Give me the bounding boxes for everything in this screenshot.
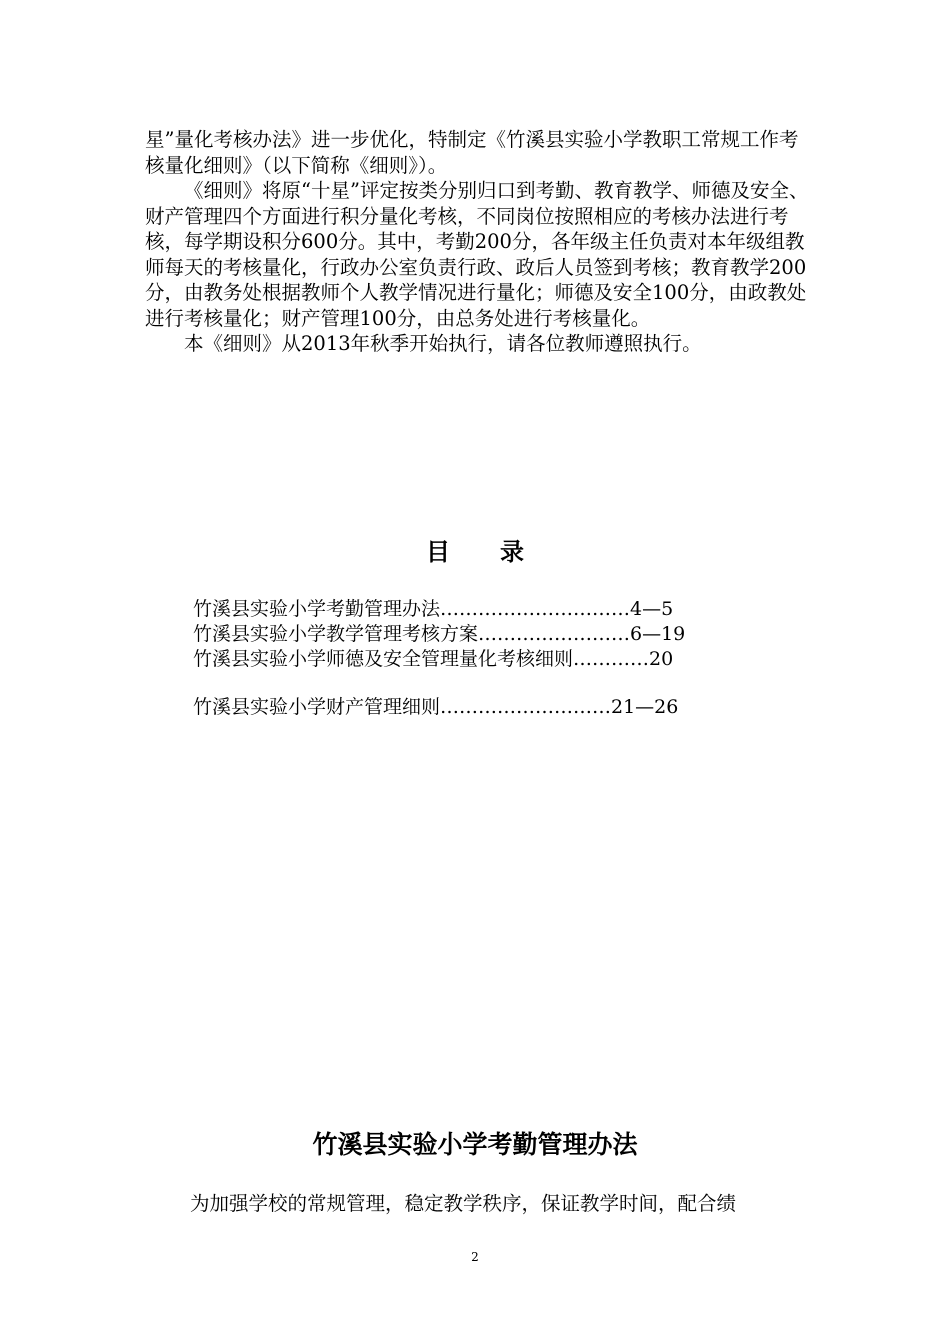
intro-paragraph-3: 本《细则》从2013年秋季开始执行，请各位教师遵照执行。 xyxy=(184,332,702,355)
intro-text xyxy=(145,127,815,357)
toc-item-property[interactable]: 竹溪县实验小学财产管理细则………………………21—26 xyxy=(193,696,679,718)
page-number: 2 xyxy=(471,1250,479,1264)
section-first-line: 为加强学校的常规管理，稳定教学秩序，保证教学时间，配合绩 xyxy=(190,1192,737,1215)
toc-item-ethics-safety[interactable]: 竹溪县实验小学师德及安全管理量化考核细则…………20 xyxy=(193,648,674,670)
intro-paragraph-2: 《细则》将原“十星”评定按类分别归口到考勤、教育教学、师德及安全、财产管理四个方面进行积分量化考核，不同岗位按照相应的考核办法进行考核，每学期设积分600分。其中，考勤200分，各年级主任负责对本年级组教师每天的考核量化，行政办公室负责行政、政后人员签到考核；教育教学200分，由教务处根据教师个人教学情况进行量化；师德及安全100分，由政教处进行考核量化；财产管理100分，由总务处进行考核量化。 xyxy=(145,179,809,330)
toc-item-attendance[interactable]: 竹溪县实验小学考勤管理办法…………………………4—5 xyxy=(193,598,674,620)
intro-paragraph-1: 星”量化考核办法》进一步优化，特制定《竹溪县实验小学教职工常规工作考核量化细则》（以下简称《细则》）。 xyxy=(145,128,799,177)
toc-item-teaching[interactable]: 竹溪县实验小学教学管理考核方案……………………6—19 xyxy=(193,623,686,645)
section-title: 竹溪县实验小学考勤管理办法 xyxy=(312,1130,638,1159)
toc-title: 目录 xyxy=(426,538,574,566)
